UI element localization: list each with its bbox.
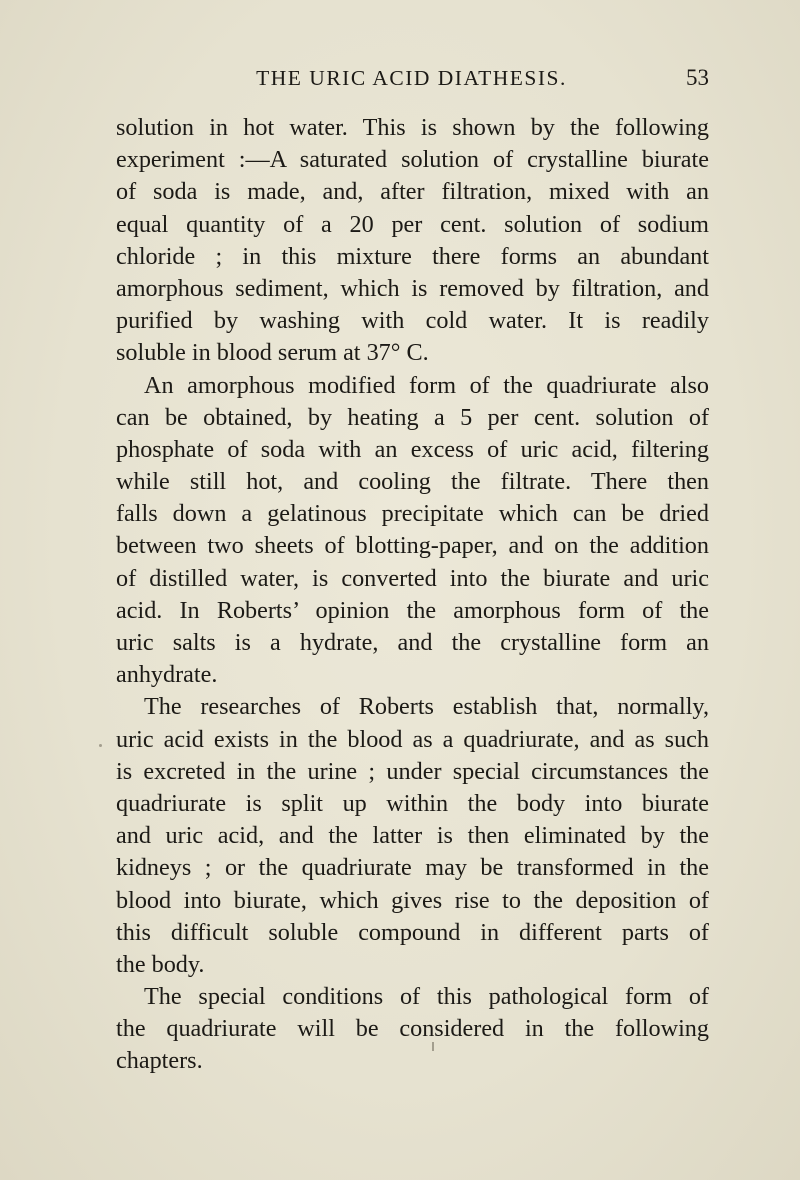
- text-line: quadriurate is split up within the body into biurate: [116, 789, 709, 817]
- running-head: [114, 64, 709, 92]
- text-line: can be obtained, by heating a 5 per cent. solution of: [116, 403, 709, 431]
- text-line: uric salts is a hydrate, and the crystalline form an: [116, 629, 709, 656]
- paragraph-1: [116, 112, 709, 370]
- text-line: phosphate of soda with an excess of uric acid, filtering: [116, 435, 709, 463]
- text-line: experiment :—A saturated solution of crystalline biurate: [116, 146, 709, 174]
- text-line: chloride ; in this mixture there forms an abundant: [116, 242, 709, 270]
- running-title: THE URIC ACID DIATHESIS.: [256, 66, 567, 90]
- text-line: and uric acid, and the latter is then eliminated by the: [116, 822, 709, 850]
- paper-speck: [432, 1042, 434, 1051]
- text-line: anhydrate.: [116, 661, 218, 689]
- text-line: kidneys ; or the quadriurate may be transformed in the: [116, 854, 709, 882]
- text-line: is excreted in the urine ; under special circumstances the: [116, 757, 709, 785]
- text-line: The special conditions of this pathological form of: [144, 983, 709, 1011]
- body-text: [116, 112, 709, 1078]
- text-line: amorphous sediment, which is removed by filtration, and: [116, 274, 709, 302]
- text-line: the body.: [116, 950, 205, 978]
- text-line: while still hot, and cooling the filtrate. There then: [116, 468, 709, 496]
- text-line: blood into biurate, which gives rise to the deposition of: [116, 886, 709, 914]
- text-line: An amorphous modified form of the quadriurate also: [144, 371, 709, 399]
- text-line: solution in hot water. This is shown by the following: [116, 114, 709, 141]
- text-line: this difficult soluble compound in different parts of: [116, 918, 709, 946]
- text-line: falls down a gelatinous precipitate which can be dried: [116, 500, 709, 528]
- text-line: between two sheets of blotting-paper, and on the addition: [116, 532, 709, 560]
- text-line: the quadriurate will be considered in the following: [116, 1015, 709, 1043]
- text-line: acid. In Roberts’ opinion the amorphous form of the: [116, 596, 709, 624]
- text-line: chapters.: [116, 1047, 203, 1075]
- paragraph-4: [116, 981, 709, 1078]
- text-line: purified by washing with cold water. It is readily: [116, 307, 709, 335]
- paper-speck: [99, 744, 102, 747]
- text-line: soluble in blood serum at 37° C.: [116, 339, 429, 367]
- text-line: uric acid exists in the blood as a quadriurate, and as such: [116, 725, 709, 753]
- page-number: 53: [686, 65, 709, 90]
- text-line: equal quantity of a 20 per cent. solution of sodium: [116, 210, 709, 238]
- text-line: The researches of Roberts establish that, normally,: [144, 693, 709, 721]
- paragraph-2: [116, 370, 709, 692]
- text-line: of distilled water, is converted into the biurate and uric: [116, 564, 709, 592]
- paragraph-3: [116, 691, 709, 981]
- text-line: of soda is made, and, after filtration, mixed with an: [116, 178, 709, 206]
